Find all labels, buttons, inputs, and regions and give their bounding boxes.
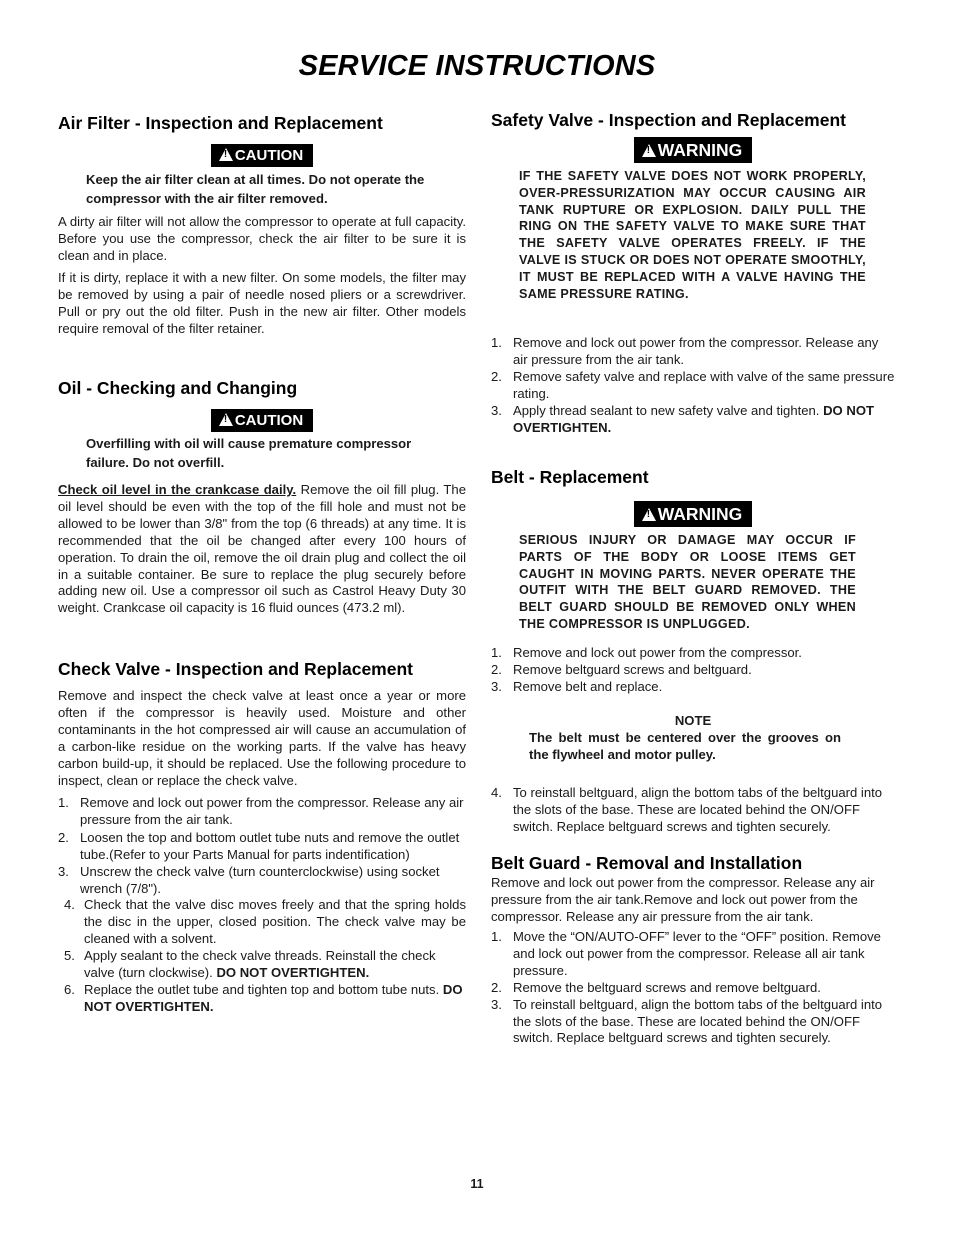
- air-filter-paragraph-1: A dirty air filter will not allow the compressor to operate at full capacity. Before you use the compressor, check the air filter to be sure it is clean and in place.: [58, 214, 466, 263]
- oil-caution-text: Overfilling with oil will cause premature compressor failure. Do not overfill.: [86, 436, 412, 470]
- belt-note-body: The belt must be centered over the grooves on the flywheel and motor pulley.: [529, 730, 841, 762]
- caution-badge-label: CAUTION: [234, 412, 304, 429]
- list-item: [491, 997, 895, 1048]
- step-number: 2.: [491, 979, 502, 995]
- list-item: [58, 948, 466, 982]
- warning-triangle-icon: [642, 508, 656, 521]
- list-item: [491, 929, 895, 980]
- list-item: [491, 645, 895, 662]
- belt-warning-badge-wrap: [491, 501, 895, 527]
- step-number: 1.: [491, 929, 502, 944]
- page-title: SERVICE INSTRUCTIONS: [298, 50, 656, 82]
- belt-warning-text: SERIOUS INJURY OR DAMAGE MAY OCCUR IF PARTS OF THE BODY OR LOOSE ITEMS GET CAUGHT IN MOVING PARTS. NEVER OPERATE THE OUTFIT WITH THE BELT GUARD REMOVED. THE BELT GUARD SHOULD BE REMOVED ONLY WHEN THE COMPRESSOR IS UNPLUGGED.: [519, 533, 856, 631]
- step-number: 3.: [491, 402, 502, 418]
- air-filter-caution-text: Keep the air filter clean at all times. Do not operate the compressor with the air filter removed.: [86, 172, 425, 206]
- warning-badge: [634, 501, 753, 527]
- list-item: [491, 679, 895, 696]
- belt-heading: Belt - Replacement: [491, 467, 649, 487]
- list-item: [491, 335, 895, 369]
- belt-steps: [491, 645, 895, 696]
- step-number: 4.: [491, 785, 502, 800]
- step-number: 3.: [491, 678, 502, 694]
- step-number: 5.: [64, 948, 75, 964]
- step-text: Remove and lock out power from the compressor.: [513, 645, 802, 660]
- list-item: [491, 369, 895, 403]
- page-number: 11: [470, 1177, 484, 1191]
- belt-guard-intro: Remove and lock out power from the compressor. Release any air pressure from the air tank.Remove and lock out power from the compressor. Release any air pressure from the air tank.: [491, 875, 875, 924]
- warning-badge-label: WARNING: [657, 504, 743, 524]
- air-filter-paragraph-2: If it is dirty, replace it with a new filter. On some models, the filter may be removed by using a pair of needle nosed pliers or a screwdriver. Pull or pry out the old filter. Push in the new air filter. Other models require removal of the filter retainer.: [58, 270, 466, 336]
- step-number: 3.: [58, 863, 69, 879]
- safety-valve-steps: [491, 335, 895, 436]
- list-item: [58, 830, 466, 864]
- safety-valve-warning-badge-wrap: [491, 137, 895, 163]
- step-emphasis: DO NOT OVERTIGHTEN.: [513, 402, 875, 435]
- caution-badge: [211, 409, 313, 432]
- warning-triangle-icon: [219, 148, 233, 161]
- warning-triangle-icon: [219, 413, 233, 426]
- step-text: Remove belt and replace.: [513, 678, 663, 694]
- list-item: [58, 795, 466, 829]
- list-item: [58, 864, 466, 898]
- belt-guard-heading: Belt Guard - Removal and Installation: [491, 853, 803, 873]
- oil-caution-badge-wrap: [58, 409, 466, 432]
- step-text: Apply sealant to the check valve threads. Reinstall the check valve (turn clockwise).: [84, 948, 436, 981]
- check-valve-intro: Remove and inspect the check valve at least once a year or more often if the compressor is heavily used. Moisture and other contaminants in the hot compressed air will cause an accumulation of a carbon-like residue on the working parts. If the valve has heavy carbon build-up, it should be replaced. Use the following procedure to inspect, clean or replace the check valve.: [58, 688, 466, 788]
- check-valve-steps: [58, 795, 466, 1016]
- step-text: Remove the beltguard screws and remove beltguard.: [513, 979, 821, 995]
- step-text: To reinstall beltguard, align the bottom tabs of the beltguard into the slots of the base. These are located behind the ON/OFF switch. Replace beltguard screws and tighten securely.: [513, 996, 883, 1046]
- step-number: 6.: [64, 981, 75, 997]
- air-filter-heading: Air Filter - Inspection and Replacement: [58, 113, 383, 133]
- air-filter-caution-badge-wrap: [58, 144, 466, 167]
- step-text: Unscrew the check valve (turn counterclockwise) using socket wrench (7/8").: [80, 863, 440, 896]
- step-text: To reinstall beltguard, align the bottom tabs of the beltguard into the slots of the base. These are located behind the ON/OFF switch. Replace beltguard screws and tighten securely.: [513, 785, 883, 834]
- oil-paragraph: [58, 482, 466, 617]
- list-item: [58, 897, 466, 948]
- list-item: [491, 403, 895, 437]
- step-number: 3.: [491, 996, 502, 1012]
- caution-badge: [211, 144, 313, 167]
- list-item: [58, 982, 466, 1016]
- safety-valve-warning-text: IF THE SAFETY VALVE DOES NOT WORK PROPERLY, OVER-PRESSURIZATION MAY OCCUR CAUSING AIR TANK RUPTURE OR EXPLOSION. DAILY PULL THE RING ON THE SAFETY VALVE TO MAKE SURE THAT THE SAFETY VALVE OPERATES FREELY. IF THE VALVE IS STUCK OR DOES NOT OPERATE SMOOTHLY, IT MUST BE REPLACED WITH A VALVE HAVING THE SAME PRESSURE RATING.: [519, 169, 866, 301]
- step-text: Replace the outlet tube and tighten top and bottom tube nuts.: [84, 981, 443, 997]
- oil-body-text: Remove the oil fill plug. The oil level should be even with the top of the fill hole and must not be allowed to be lower than 3/8" from the top (6 threads) at any time. It is recommended that the oil be changed after every 100 hours of operation. To drain the oil, remove the oil drain plug and collect the oil in a suitable container. Be sure to replace the plug securely before adding new oil. Use a compressor oil such as Castrol Heavy Duty 30 weight. Crankcase oil capacity is 16 fluid ounces (473.2 ml).: [58, 482, 466, 616]
- warning-badge: [634, 137, 753, 163]
- step-number: 2.: [491, 661, 502, 677]
- step-text: Check that the valve disc moves freely and that the spring holds the disc in the upper, closed position. The check valve may be cleaned with a solvent.: [84, 897, 466, 947]
- step-emphasis: DO NOT OVERTIGHTEN.: [84, 981, 463, 1014]
- list-item: [491, 785, 895, 836]
- step-emphasis: DO NOT OVERTIGHTEN.: [216, 965, 370, 981]
- step-text: Loosen the top and bottom outlet tube nuts and remove the outlet tube.(Refer to your Parts Manual for parts indentification): [80, 829, 460, 862]
- step-number: 1.: [491, 335, 502, 350]
- list-item: [491, 980, 895, 997]
- list-item: [491, 662, 895, 679]
- step-number: 1.: [58, 795, 69, 810]
- step-text: Apply thread sealant to new safety valve and tighten.: [513, 402, 824, 418]
- step-number: 4.: [64, 897, 75, 913]
- oil-heading: Oil - Checking and Changing: [58, 378, 298, 398]
- check-valve-heading: Check Valve - Inspection and Replacement: [58, 659, 413, 679]
- step-number: 1.: [491, 645, 502, 660]
- belt-note-title: NOTE: [674, 713, 712, 728]
- caution-badge-label: CAUTION: [234, 147, 304, 164]
- oil-lead-text: Check oil level in the crankcase daily.: [58, 482, 297, 497]
- step-text: Move the “ON/AUTO-OFF” lever to the “OFF” position. Remove and lock out power from the compressor. Release all air tank pressure.: [513, 929, 881, 978]
- step-number: 2.: [491, 368, 502, 384]
- step-number: 2.: [58, 829, 69, 845]
- safety-valve-heading: Safety Valve - Inspection and Replacement: [491, 110, 846, 130]
- warning-triangle-icon: [642, 144, 656, 157]
- belt-step-4: [491, 785, 895, 836]
- step-text: Remove and lock out power from the compressor. Release any air pressure from the air tank.: [80, 795, 464, 827]
- warning-badge-label: WARNING: [657, 140, 743, 160]
- step-text: Remove beltguard screws and beltguard.: [513, 661, 752, 677]
- belt-guard-steps: [491, 929, 895, 1047]
- step-text: Remove and lock out power from the compressor. Release any air pressure from the air tank.: [513, 335, 879, 367]
- step-text: Remove safety valve and replace with valve of the same pressure rating.: [513, 368, 895, 401]
